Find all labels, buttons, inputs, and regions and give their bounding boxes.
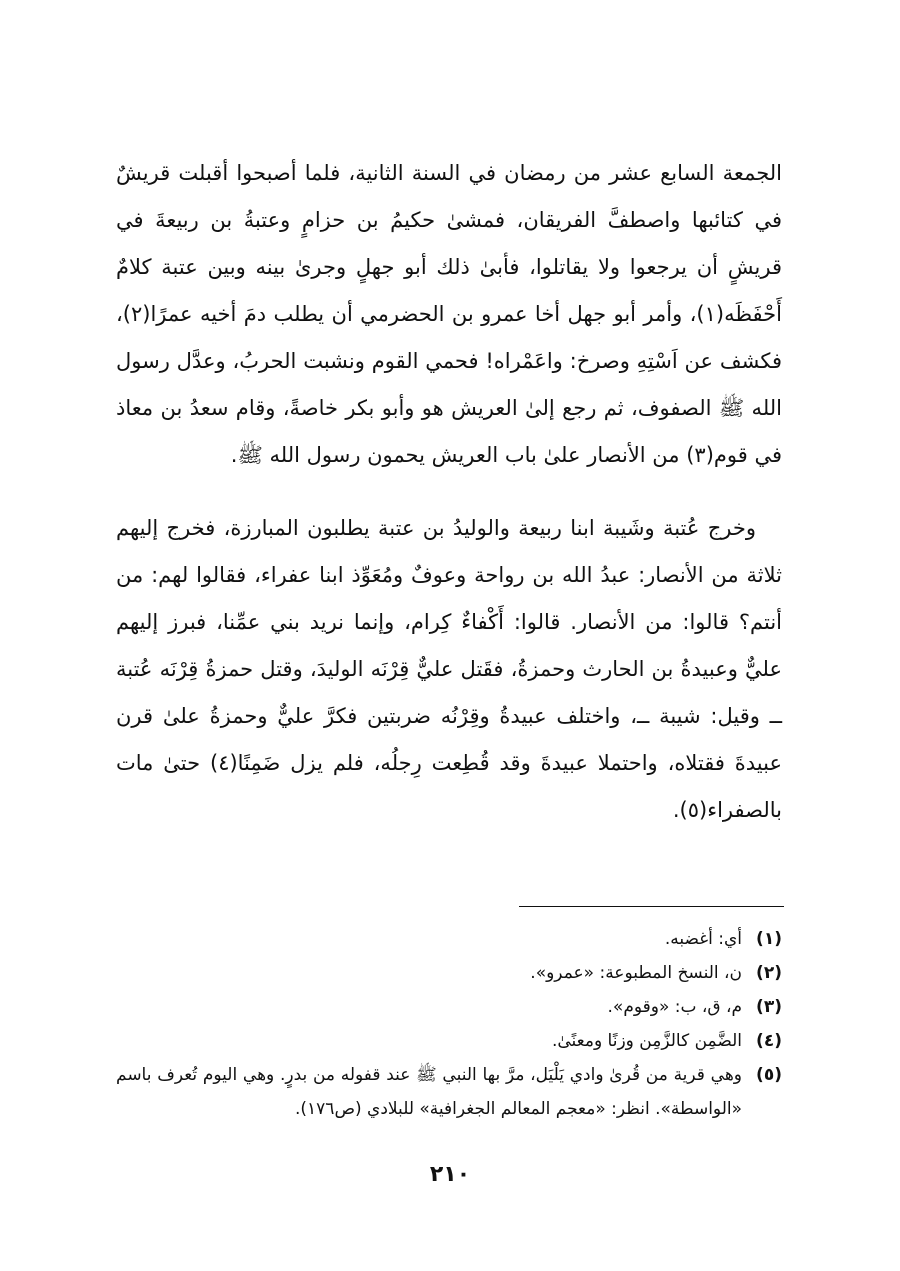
footnote-text: أي: أغضبه. (664, 929, 742, 949)
page-number: ٢١٠ (429, 1162, 471, 1187)
footnote-text: الضَّمِن كالزَّمِن وزنًا ومعنًىٰ. (551, 1031, 742, 1051)
footnote-item (116, 956, 782, 990)
footnote-item (116, 1058, 782, 1126)
main-text (116, 150, 782, 834)
footnote-text: وهي قرية من قُرىٰ وادي يَلْيَل، مرَّ بها النبي ﷺ عند قفوله من بدرٍ. وهي اليوم تُعرف باسم «الواسطة». انظر: «معجم المعالم الجغرافية» للبلادي (ص١٧٦). (116, 1065, 742, 1119)
paragraph: الجمعة السابع عشر من رمضان في السنة الثانية، فلما أصبحوا أقبلت قريشٌ في كتائبها واصطفَّ الفريقان، فمشىٰ حكيمُ بن حزامٍ وعتبةُ بن ربيعةَ في قريشٍ أن يرجعوا ولا يقاتلوا، فأبىٰ ذلك أبو جهلٍ وجرىٰ بينه وبين عتبة كلامٌ أَحْفَظَه(١)، وأمر أبو جهل أخا عمرو بن الحضرمي أن يطلب دمَ أخيه عمرًا(٢)، فكشف عن اَسْتِهِ وصرخ: واعَمْراه! فحمي القوم ونشبت الحربُ، وعدَّل رسول الله ﷺ الصفوف، ثم رجع إلىٰ العريش هو وأبو بكر خاصةً، وقام سعدُ بن معاذ في قوم(٣) من الأنصار علىٰ باب العريش يحمون رسول الله ﷺ. (116, 161, 782, 467)
footnote-number: (٥) (756, 1065, 782, 1085)
footnote-number: (٢) (756, 963, 782, 983)
footnote-item (116, 922, 782, 956)
footnote-item (116, 1024, 782, 1058)
footnote-separator (519, 906, 784, 907)
paragraph: وخرج عُتبة وشَيبة ابنا ربيعة والوليدُ بن عتبة يطلبون المبارزة، فخرج إليهم ثلاثة من الأنصار: عبدُ الله بن رواحة وعوفٌ ومُعَوِّذ ابنا عفراء، فقالوا لهم: من أنتم؟ قالوا: من الأنصار. قالوا: أَكْفاءٌ كِرام، وإنما نريد بني عمِّنا، فبرز إليهم عليٌّ وعبيدةُ بن الحارث وحمزةُ، فقَتل عليٌّ قِرْنَه الوليدَ، وقتل حمزةُ قِرْنَه عُتبة ــ وقيل: شيبة ــ، واختلف عبيدةُ وقِرْنُه ضربتين فكرَّ عليٌّ وحمزةُ علىٰ قرن عبيدةَ فقتلاه، واحتملا عبيدةَ وقد قُطِعت رِجلُه، فلم يزل ضَمِنًا(٤) حتىٰ مات بالصفراء(٥). (116, 516, 782, 822)
footnote-number: (٤) (756, 1031, 782, 1051)
footnote-text: ن، النسخ المطبوعة: «عمرو». (530, 963, 742, 983)
footnotes-list (116, 922, 782, 1126)
footnote-number: (٣) (756, 997, 782, 1017)
footnote-number: (١) (756, 929, 782, 949)
footnote-text: م، ق، ب: «وقوم». (607, 997, 742, 1017)
footnote-item (116, 990, 782, 1024)
